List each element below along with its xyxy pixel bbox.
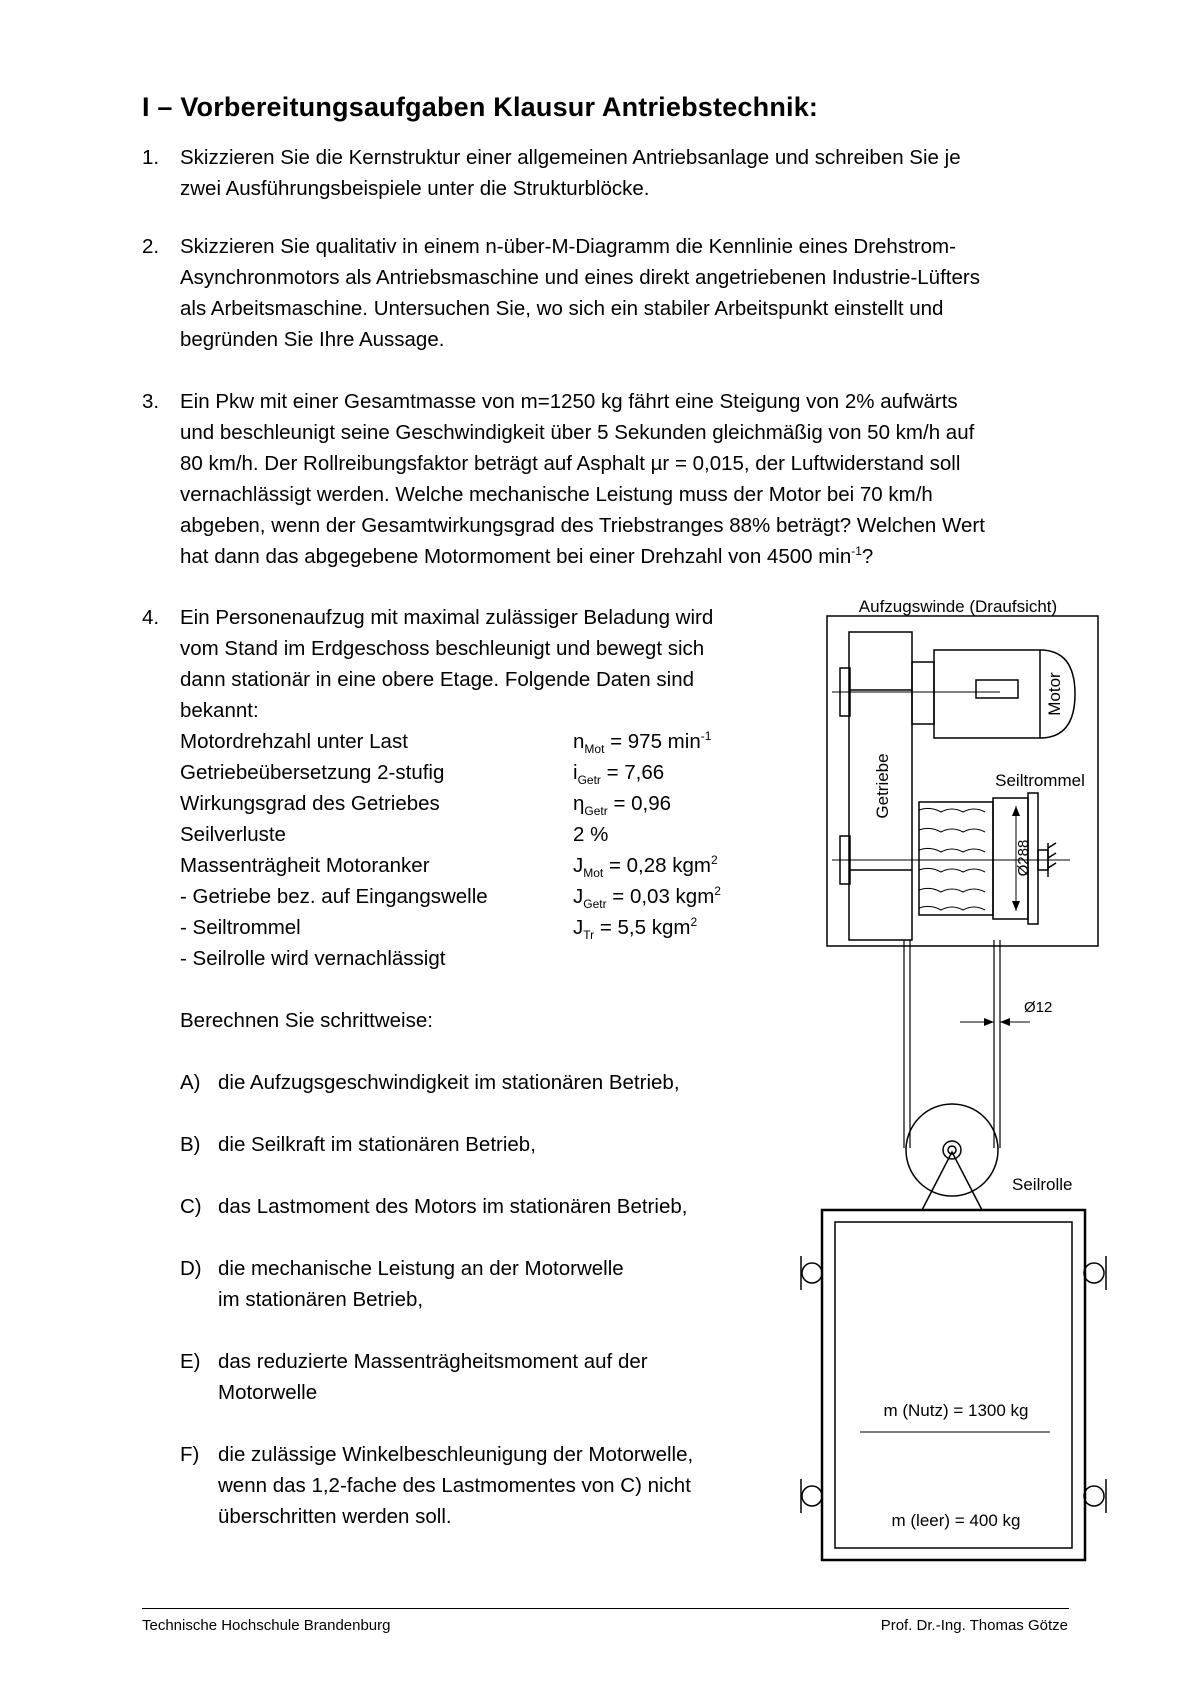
cable-drum: [919, 802, 993, 915]
elevator-winch-figure: [780, 590, 1110, 1580]
footer-divider: [142, 1608, 1069, 1609]
task-number: 4.: [142, 606, 160, 629]
getriebe-label: Getriebe: [873, 753, 892, 819]
parameter-label: - Getriebe bez. auf Eingangswelle: [180, 885, 488, 908]
motor-terminal-box: [976, 680, 1018, 698]
value-symbol: η: [573, 792, 585, 815]
empty-mass-label: m (leer) = 400 kg: [891, 1511, 1021, 1530]
parameter-row: [180, 943, 792, 974]
subtask-item: [180, 1253, 792, 1315]
footer-author: Prof. Dr.-Ing. Thomas Götze: [880, 1617, 1068, 1634]
parameter-value: [573, 881, 721, 912]
value-symbol: J: [573, 885, 584, 908]
subtask-text: die mechanische Leistung an der Motorwelle: [218, 1257, 624, 1280]
seilrolle-label: Seilrolle: [1012, 1175, 1073, 1194]
subtask-text: Motorwelle: [218, 1381, 318, 1404]
value-subscript: Getr: [584, 804, 608, 819]
task-text-line: zwei Ausführungsbeispiele unter die Strukturblöcke.: [180, 177, 650, 200]
value-symbol: J: [573, 854, 584, 877]
parameter-label: Wirkungsgrad des Getriebes: [180, 792, 440, 815]
value-subscript: Getr: [577, 773, 601, 788]
value-subscript: Tr: [583, 928, 595, 943]
task-text-line: Ein Personenaufzug mit maximal zulässiger Beladung wird: [180, 606, 714, 629]
footer-institution: Technische Hochschule Brandenburg: [142, 1617, 391, 1634]
value-subscript: Getr: [583, 897, 607, 912]
subtask-item: [180, 1346, 792, 1408]
value-symbol: 2 %: [573, 823, 609, 846]
task-text-line: bekannt:: [180, 699, 259, 722]
value-subscript: Mot: [584, 742, 605, 757]
task-2: [142, 231, 1062, 355]
elevator-cabin: [822, 1210, 1085, 1560]
task-text-line: abgeben, wenn der Gesamtwirkungsgrad des Triebstranges 88% beträgt? Welchen Wert: [180, 514, 985, 537]
parameter-row: [180, 850, 792, 881]
drum-diameter-label: Ø288: [1015, 839, 1032, 877]
parameter-label: Getriebeübersetzung 2-stufig: [180, 761, 445, 784]
subtask-text: die zulässige Winkelbeschleunigung der Motorwelle,: [218, 1443, 694, 1466]
task-text-line: begründen Sie Ihre Aussage.: [180, 328, 445, 351]
parameter-value: [573, 726, 711, 757]
value-superscript: 2: [710, 853, 718, 868]
task-4: [142, 602, 792, 1532]
task-text-line: als Arbeitsmaschine. Untersuchen Sie, wo sich ein stabiler Arbeitspunkt einstellt und: [180, 297, 944, 320]
task-text: ?: [861, 545, 874, 568]
parameter-row: [180, 757, 792, 788]
subtask-text: die Aufzugsgeschwindigkeit im stationären Betrieb,: [218, 1071, 680, 1094]
page-title: I – Vorbereitungsaufgaben Klausur Antriebstechnik:: [142, 92, 819, 122]
value-number: = 7,66: [600, 761, 665, 784]
task-text-line: Asynchronmotors als Antriebsmaschine und eines direkt angetriebenen Industrie-Lüfters: [180, 266, 980, 289]
task-text-line: vom Stand im Erdgeschoss beschleunigt und bewegt sich: [180, 637, 705, 660]
parameter-row: [180, 912, 792, 943]
subtask-letter: A): [180, 1071, 201, 1094]
value-symbol: J: [573, 916, 584, 939]
parameter-label: Seilverluste: [180, 823, 286, 846]
task-text-line: [180, 541, 1062, 572]
subtask-letter: C): [180, 1195, 202, 1218]
value-number: = 0,03 kgm: [606, 885, 715, 908]
parameter-value: [573, 819, 608, 850]
seiltrommel-label: Seiltrommel: [995, 771, 1085, 790]
parameter-row: [180, 819, 792, 850]
parameter-value: [573, 788, 671, 819]
subtask-letter: B): [180, 1133, 201, 1156]
subtask-item: [180, 1439, 792, 1532]
subtask-item: [180, 1067, 792, 1098]
subtask-text: wenn das 1,2-fache des Lastmomentes von C) nicht: [218, 1474, 691, 1497]
task-text-line: Skizzieren Sie die Kernstruktur einer allgemeinen Antriebsanlage und schreiben Sie je: [180, 146, 961, 169]
task-number: 3.: [142, 390, 160, 413]
subtask-letter: D): [180, 1257, 202, 1280]
parameter-label: Motordrehzahl unter Last: [180, 730, 408, 753]
subtask-text: überschritten werden soll.: [218, 1505, 452, 1528]
value-symbol: n: [573, 730, 585, 753]
parameter-row: [180, 881, 792, 912]
value-number: = 5,5 kgm: [594, 916, 691, 939]
subtask-list: [180, 1067, 792, 1532]
payload-mass-label: m (Nutz) = 1300 kg: [883, 1401, 1029, 1420]
value-number: = 0,28 kgm: [603, 854, 711, 877]
task-text-line: Ein Pkw mit einer Gesamtmasse von m=1250 kg fährt eine Steigung von 2% aufwärts: [180, 390, 958, 413]
task-3: [142, 386, 1062, 572]
superscript: -1: [851, 544, 862, 559]
intro-text: Berechnen Sie schrittweise:: [180, 1009, 433, 1032]
subtask-letter: E): [180, 1350, 201, 1373]
value-superscript: 2: [690, 915, 698, 930]
motor-label: Motor: [1045, 672, 1064, 716]
task-text: hat dann das abgegebene Motormoment bei einer Drehzahl von 4500 min: [180, 545, 852, 568]
coupling: [912, 662, 934, 724]
parameter-value: [573, 912, 697, 943]
task-text-line: 80 km/h. Der Rollreibungsfaktor beträgt auf Asphalt µr = 0,015, der Luftwiderstand soll: [180, 452, 961, 475]
subtask-item: [180, 1191, 792, 1222]
task-text-line: vernachlässigt werden. Welche mechanische Leistung muss der Motor bei 70 km/h: [180, 483, 933, 506]
parameter-label: - Seilrolle wird vernachlässigt: [180, 947, 446, 970]
parameter-row: [180, 726, 792, 757]
task-number: 2.: [142, 235, 160, 258]
value-superscript: 2: [714, 884, 721, 899]
value-subscript: Mot: [583, 866, 604, 881]
rope-diameter-label: Ø12: [1024, 999, 1053, 1016]
subtask-text: die Seilkraft im stationären Betrieb,: [218, 1133, 536, 1156]
value-number: = 975 min: [604, 730, 701, 753]
pulley-bracket: [922, 1152, 982, 1210]
task-text-line: dann stationär in eine obere Etage. Folgende Daten sind: [180, 668, 695, 691]
value-symbol: i: [573, 761, 578, 784]
parameter-value: [573, 757, 664, 788]
task-number: 1.: [142, 146, 160, 169]
parameter-value: [573, 850, 718, 881]
subtask-text: im stationären Betrieb,: [218, 1288, 424, 1311]
value-number: = 0,96: [607, 792, 672, 815]
subtask-text: das reduzierte Massenträgheitsmoment auf der: [218, 1350, 648, 1373]
parameter-row: [180, 788, 792, 819]
subtask-item: [180, 1129, 792, 1160]
figure-caption: Aufzugswinde (Draufsicht): [858, 597, 1058, 616]
value-superscript: -1: [700, 729, 712, 744]
task-text-line: und beschleunigt seine Geschwindigkeit über 5 Sekunden gleichmäßig von 50 km/h auf: [180, 421, 975, 444]
subtask-text: das Lastmoment des Motors im stationären Betrieb,: [218, 1195, 688, 1218]
parameter-label: Massenträgheit Motoranker: [180, 854, 430, 877]
task-text-line: Skizzieren Sie qualitativ in einem n-über-M-Diagramm die Kennlinie eines Drehstrom-: [180, 235, 956, 258]
parameter-label: - Seiltrommel: [180, 916, 301, 939]
pulley: [906, 1104, 998, 1196]
task-1: [142, 142, 1062, 204]
parameter-list: [180, 726, 792, 974]
subtask-letter: F): [180, 1443, 200, 1466]
